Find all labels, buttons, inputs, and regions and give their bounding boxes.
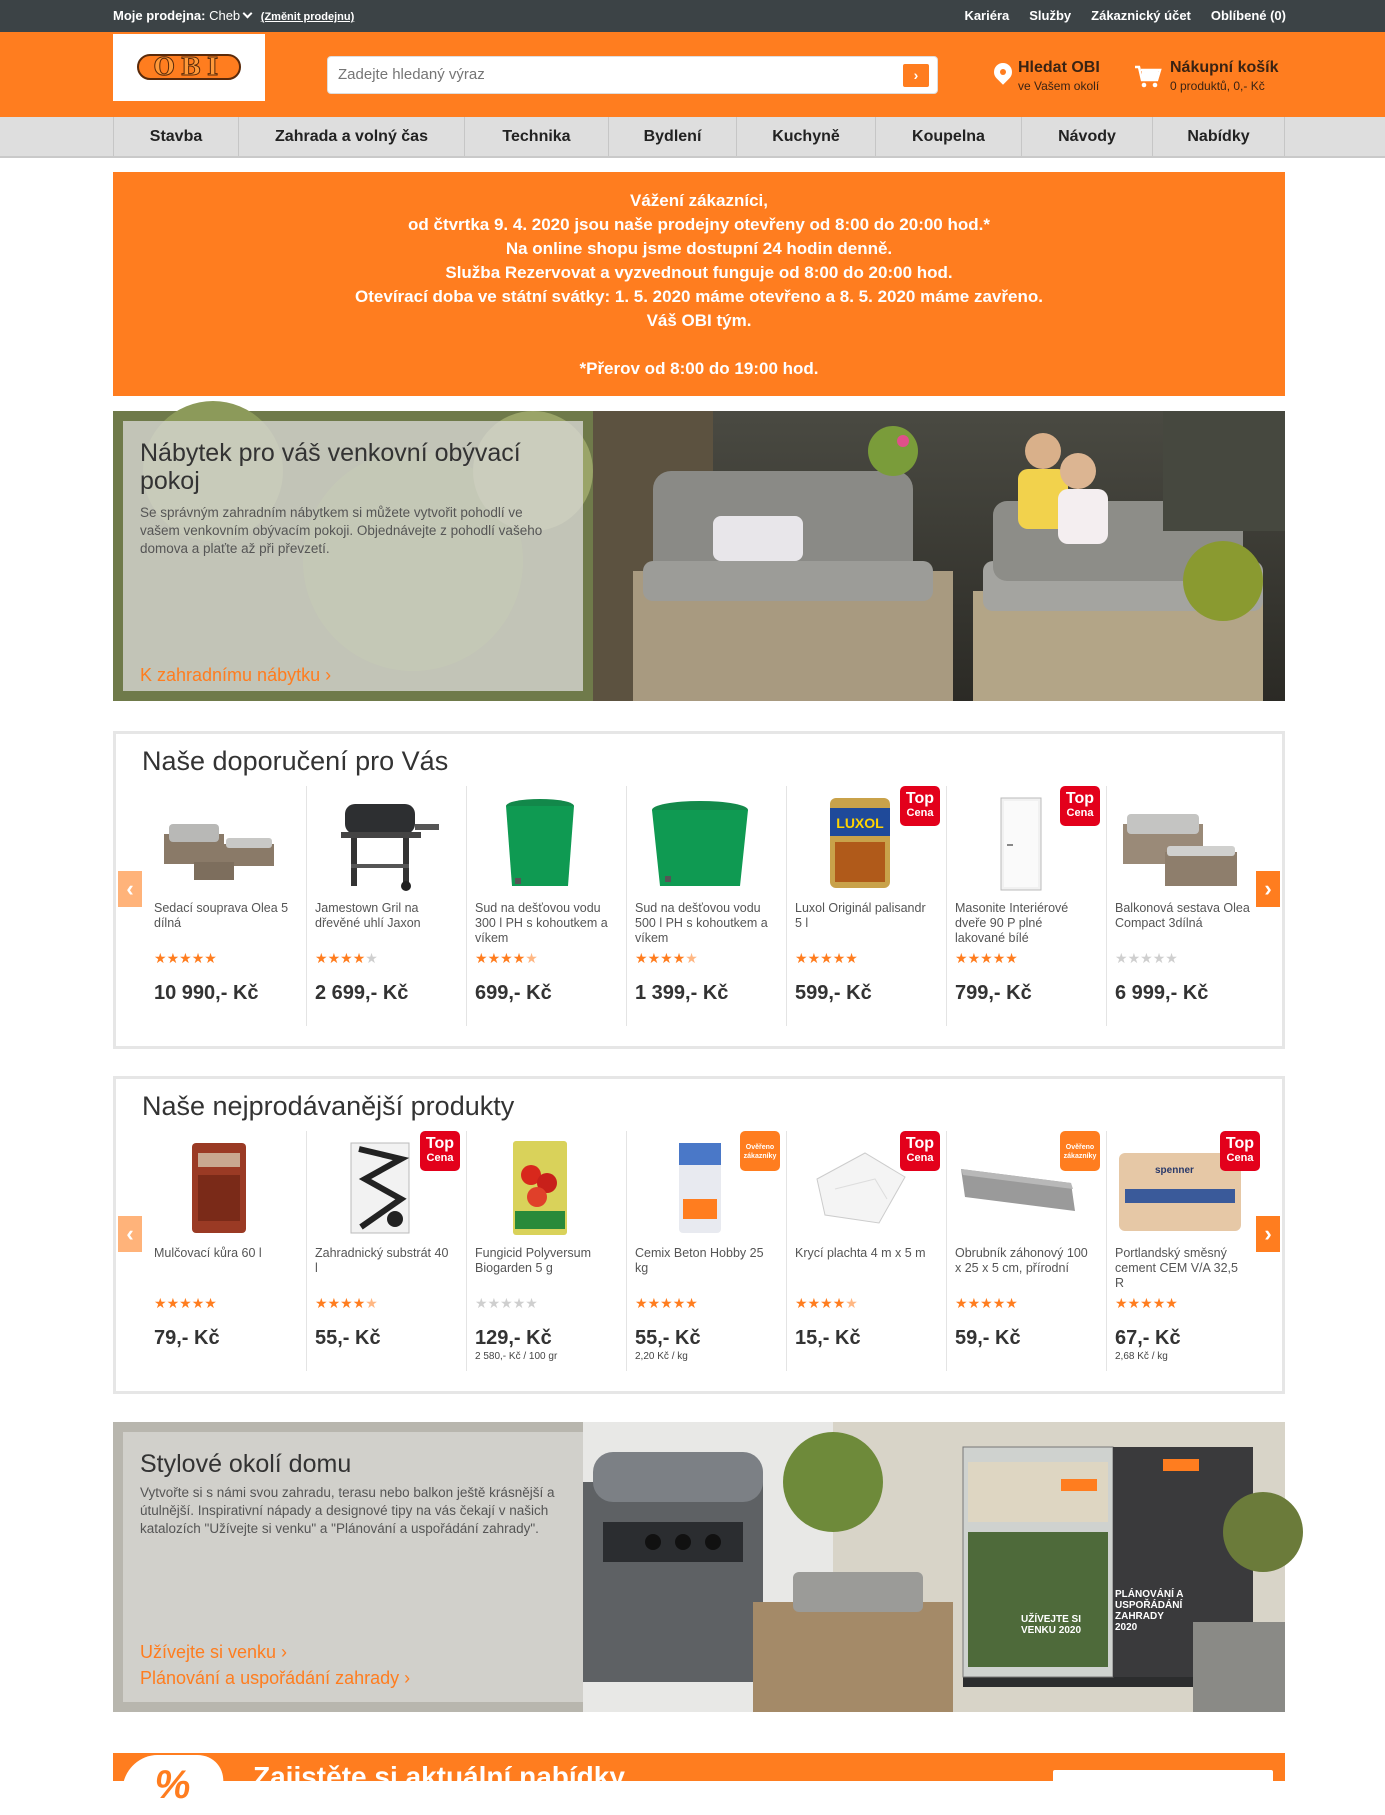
- product-unit-price: 2 580,- Kč / 100 gr: [475, 1351, 558, 1362]
- star-icon: ★: [500, 950, 513, 966]
- carousel-prev-button[interactable]: ‹: [118, 1216, 142, 1252]
- product-price: 67,- Kč: [1115, 1327, 1181, 1349]
- product-card[interactable]: [146, 786, 306, 1026]
- section-title: Naše doporučení pro Vás: [142, 746, 449, 776]
- product-name[interactable]: Fungicid Polyversum Biogarden 5 g: [475, 1246, 592, 1275]
- favorites-link[interactable]: Oblíbené (0): [1210, 8, 1286, 23]
- carousel-prev-button[interactable]: ‹: [118, 871, 142, 907]
- career-link[interactable]: Kariéra: [964, 8, 1010, 23]
- product-rating: [955, 1295, 1018, 1312]
- product-rating: [795, 1295, 858, 1312]
- bestsellers-section: [113, 1076, 1285, 1394]
- product-rating: [955, 950, 1018, 967]
- star-icon: ★: [1127, 1295, 1141, 1311]
- product-name[interactable]: Krycí plachta 4 m x 5 m: [795, 1246, 926, 1260]
- star-icon: ★: [166, 1295, 180, 1311]
- product-rating: [1115, 950, 1178, 967]
- product-rating: [635, 1295, 698, 1312]
- product-card[interactable]: [786, 786, 946, 1026]
- garden-furniture-link[interactable]: K zahradnímu nábytku ›: [140, 665, 332, 685]
- header: [0, 32, 1385, 117]
- search-button[interactable]: [903, 64, 929, 87]
- star-icon: ★: [1152, 1295, 1166, 1311]
- product-rating: [1115, 1295, 1178, 1312]
- svg-text:LUXOL: LUXOL: [836, 815, 884, 831]
- store-notice: [113, 172, 1285, 396]
- verified-badge: Ověřeno zákazníky: [1060, 1131, 1100, 1171]
- star-icon: ★: [1005, 950, 1018, 966]
- store-select[interactable]: [1053, 1770, 1273, 1790]
- product-card[interactable]: [1106, 1131, 1266, 1371]
- top-badge-line2: Cena: [426, 1152, 454, 1164]
- star-icon: ★: [992, 950, 1006, 966]
- product-price: 599,- Kč: [795, 982, 872, 1004]
- notice-line: od čtvrtka 9. 4. 2020 jsou naše prodejny otevřeny od 8:00 do 20:00 hod.*: [408, 215, 990, 234]
- star-icon: ★: [191, 1295, 205, 1311]
- star-icon: ★: [179, 950, 192, 966]
- offers-title: Zajistěte si aktuální nabídky: [253, 1761, 625, 1792]
- star-icon: ★: [327, 1295, 341, 1311]
- outdoor-style-banner[interactable]: [113, 1422, 1285, 1712]
- star-icon: ★: [525, 1295, 538, 1311]
- product-card[interactable]: [626, 786, 786, 1026]
- product-card[interactable]: [786, 1131, 946, 1371]
- nav-item-technika[interactable]: Technika: [464, 117, 608, 156]
- store-name[interactable]: Cheb: [209, 8, 241, 23]
- section-title: Naše nejprodávanější produkty: [142, 1091, 515, 1121]
- product-card[interactable]: [306, 786, 466, 1026]
- star-icon: ★: [204, 950, 217, 966]
- star-icon: ★: [315, 950, 328, 966]
- notice-line: Vážení zákazníci,: [630, 191, 768, 210]
- obi-logo[interactable]: [113, 34, 265, 101]
- star-icon: ★: [1140, 950, 1153, 966]
- star-icon: ★: [635, 950, 648, 966]
- star-icon: ★: [1115, 950, 1128, 966]
- services-link[interactable]: Služby: [1029, 8, 1072, 23]
- notice-line: Otevírací doba ve státní svátky: 1. 5. 2020 máme otevřeno a 8. 5. 2020 máme zavřeno.: [355, 287, 1043, 306]
- product-name[interactable]: Jamestown Gril na dřevěné uhlí Jaxon: [315, 901, 421, 930]
- product-name[interactable]: Sud na dešťovou vodu 300 l PH s kohoutkem a víkem: [475, 901, 608, 945]
- notice-line: *Přerov od 8:00 do 19:00 hod.: [579, 359, 819, 378]
- nav-item-navody[interactable]: Návody: [1021, 117, 1152, 156]
- catalog-enjoy-outdoors[interactable]: UŽÍVEJTE SI VENKU 2020: [1020, 1614, 1082, 1636]
- find-store-title: Hledat OBI: [1018, 59, 1100, 76]
- carousel-next-button[interactable]: ›: [1256, 871, 1280, 907]
- notice-line: Na online shopu jsme dostupní 24 hodin denně.: [505, 239, 893, 258]
- star-icon: ★: [512, 1295, 526, 1311]
- star-icon: ★: [807, 950, 821, 966]
- product-rating: [475, 1295, 538, 1312]
- star-icon: ★: [672, 950, 686, 966]
- top-price-badge: [900, 1131, 940, 1171]
- location-pin-icon: [990, 59, 1015, 84]
- star-icon: ★: [1115, 1295, 1128, 1311]
- product-rating: [154, 950, 217, 967]
- star-icon: ★: [487, 950, 501, 966]
- product-card[interactable]: [466, 786, 626, 1026]
- chevron-right-icon: ›: [913, 67, 919, 83]
- star-icon: ★: [832, 1295, 846, 1311]
- store-label: Moje prodejna:: [113, 8, 206, 23]
- product-price: 129,- Kč: [475, 1327, 552, 1349]
- star-icon: ★: [1140, 1295, 1153, 1311]
- top-badge-line1: Top: [425, 1135, 455, 1152]
- product-price: 55,- Kč: [635, 1327, 701, 1349]
- star-icon: ★: [512, 950, 526, 966]
- enjoy-outdoors-link[interactable]: Užívejte si venku ›: [140, 1642, 288, 1662]
- star-icon: ★: [500, 1295, 513, 1311]
- star-icon: ★: [1005, 1295, 1018, 1311]
- verified-badge: Ověřeno zákazníky: [740, 1131, 780, 1171]
- product-price: 799,- Kč: [955, 982, 1032, 1004]
- cart-title: Nákupní košík: [1170, 59, 1279, 76]
- star-icon: ★: [352, 950, 366, 966]
- logo-badge: OBI: [137, 54, 241, 80]
- carousel-next-button[interactable]: ›: [1256, 1216, 1280, 1252]
- product-card[interactable]: [146, 1131, 306, 1371]
- top-badge-line2: Cena: [1066, 807, 1094, 819]
- product-card[interactable]: [306, 1131, 466, 1371]
- star-icon: ★: [807, 1295, 821, 1311]
- banner-description: Vytvořte si s námi svou zahradu, terasu nebo balkon ještě krásnější a útulnější. Inspirativní nápady a designové tipy na vás čekají v našich katalozích "Užívejte si venku" a "Plánování a uspořádání zahrady".: [140, 1485, 555, 1536]
- top-badge-line2: Cena: [906, 1152, 934, 1164]
- star-icon: ★: [980, 1295, 993, 1311]
- star-icon: ★: [340, 950, 353, 966]
- notice-line: Váš OBI tým.: [646, 311, 752, 330]
- product-name[interactable]: Cemix Beton Hobby 25 kg: [635, 1246, 764, 1275]
- search-box: [327, 56, 938, 94]
- star-icon: ★: [327, 950, 341, 966]
- top-badge-line2: Cena: [1226, 1152, 1254, 1164]
- product-price: 1 399,- Kč: [635, 982, 729, 1004]
- star-icon: ★: [475, 950, 488, 966]
- star-icon: ★: [525, 950, 538, 966]
- product-card[interactable]: [946, 1131, 1106, 1371]
- star-icon: ★: [1127, 950, 1141, 966]
- product-rating: [475, 950, 538, 967]
- change-store-link[interactable]: (Změnit prodejnu): [260, 11, 355, 23]
- product-image[interactable]: [315, 794, 445, 892]
- top-badge-line2: Cena: [906, 807, 934, 819]
- product-name[interactable]: Balkonová sestava Olea Compact 3dílná: [1115, 901, 1250, 930]
- product-image[interactable]: [154, 1139, 284, 1237]
- product-unit-price: 2,20 Kč / kg: [635, 1351, 688, 1362]
- product-price: 55,- Kč: [315, 1327, 381, 1349]
- product-price: 10 990,- Kč: [154, 982, 259, 1004]
- top-badge-line1: Top: [1065, 790, 1095, 807]
- star-icon: ★: [487, 1295, 501, 1311]
- product-card[interactable]: [466, 1131, 626, 1371]
- product-price: 59,- Kč: [955, 1327, 1021, 1349]
- star-icon: ★: [685, 1295, 698, 1311]
- star-icon: ★: [340, 1295, 353, 1311]
- cart-icon: [1134, 65, 1162, 85]
- main-nav: [0, 117, 1385, 158]
- top-badge-line1: Top: [905, 1135, 935, 1152]
- banner-panel: [123, 421, 583, 691]
- product-card[interactable]: [946, 786, 1106, 1026]
- product-name[interactable]: Mulčovací kůra 60 l: [154, 1246, 262, 1260]
- star-icon: ★: [154, 950, 167, 966]
- top-price-badge: [1220, 1131, 1260, 1171]
- nav-item-kuchyne[interactable]: Kuchyně: [736, 117, 875, 156]
- product-rating: [635, 950, 698, 967]
- product-name[interactable]: Sud na dešťovou vodu 500 l PH s kohoutkem a víkem: [635, 901, 768, 945]
- product-name[interactable]: Obrubník záhonový 100 x 25 x 5 cm, přírodní: [955, 1246, 1088, 1275]
- product-unit-price: 2,68 Kč / kg: [1115, 1351, 1168, 1362]
- top-price-badge: [1060, 786, 1100, 826]
- catalog-garden-planning[interactable]: PLÁNOVÁNÍ A USPOŘÁDÁNÍ ZAHRADY 2020: [1115, 1589, 1184, 1633]
- product-card[interactable]: [1106, 786, 1266, 1026]
- find-store-sub: ve Vašem okolí: [1018, 79, 1100, 93]
- star-icon: ★: [635, 1295, 648, 1311]
- product-rating: [154, 1295, 217, 1312]
- product-image[interactable]: [635, 794, 765, 892]
- banner-title: Nábytek pro váš venkovní obývací pokoj: [140, 439, 521, 495]
- svg-text:spenner: spenner: [1155, 1165, 1194, 1176]
- product-rating: [795, 950, 858, 967]
- star-icon: ★: [1152, 950, 1166, 966]
- cart-summary: 0 produktů, 0,- Kč: [1170, 79, 1265, 93]
- star-icon: ★: [795, 1295, 808, 1311]
- star-icon: ★: [820, 950, 833, 966]
- nav-item-koupelna[interactable]: Koupelna: [875, 117, 1021, 156]
- star-icon: ★: [955, 950, 968, 966]
- star-icon: ★: [845, 950, 858, 966]
- star-icon: ★: [672, 1295, 686, 1311]
- star-icon: ★: [1165, 950, 1178, 966]
- product-card[interactable]: [626, 1131, 786, 1371]
- star-icon: ★: [475, 1295, 488, 1311]
- star-icon: ★: [832, 950, 846, 966]
- percent-icon: %: [119, 1755, 227, 1815]
- product-name[interactable]: Masonite Interiérové dveře 90 P plné lakované bílé: [955, 901, 1069, 945]
- star-icon: ★: [795, 950, 808, 966]
- star-icon: ★: [1165, 1295, 1178, 1311]
- product-image[interactable]: [475, 1139, 605, 1237]
- nav-item-nabidky[interactable]: Nabídky: [1152, 117, 1285, 156]
- product-price: 2 699,- Kč: [315, 982, 409, 1004]
- product-image[interactable]: [475, 794, 605, 892]
- top-price-badge: [420, 1131, 460, 1171]
- star-icon: ★: [154, 1295, 167, 1311]
- star-icon: ★: [647, 1295, 661, 1311]
- product-name[interactable]: Zahradnický substrát 40 l: [315, 1246, 449, 1275]
- star-icon: ★: [315, 1295, 328, 1311]
- chevron-down-icon[interactable]: [243, 9, 253, 19]
- star-icon: ★: [992, 1295, 1006, 1311]
- top-price-badge: [900, 786, 940, 826]
- star-icon: ★: [365, 1295, 378, 1311]
- product-name[interactable]: Sedací souprava Olea 5 dílná: [154, 901, 289, 930]
- top-bar: [0, 0, 1385, 32]
- search-input[interactable]: [338, 66, 878, 83]
- product-rating: [315, 950, 378, 967]
- top-badge-line1: Top: [1225, 1135, 1255, 1152]
- notice-line: Služba Rezervovat a vyzvednout funguje od 8:00 do 20:00 hod.: [445, 263, 953, 282]
- star-icon: ★: [660, 950, 673, 966]
- star-icon: ★: [647, 950, 661, 966]
- nav-item-bydleni[interactable]: Bydlení: [608, 117, 736, 156]
- star-icon: ★: [352, 1295, 366, 1311]
- star-icon: ★: [660, 1295, 673, 1311]
- garden-planning-link[interactable]: Plánování a uspořádání zahrady ›: [140, 1668, 411, 1688]
- star-icon: ★: [365, 950, 378, 966]
- offers-strip[interactable]: [113, 1753, 1285, 1807]
- banner-description: Se správným zahradním nábytkem si můžete vytvořit pohodlí ve vašem venkovním obývacím pokoji. Objednávejte z pohodlí vašeho domova a plaťte až při převzetí.: [140, 505, 543, 556]
- store-selector[interactable]: [113, 8, 354, 23]
- star-icon: ★: [179, 1295, 192, 1311]
- banner-title: Stylové okolí domu: [140, 1450, 352, 1478]
- top-badge-line1: Top: [905, 790, 935, 807]
- nav-item-stavba[interactable]: Stavba: [113, 117, 238, 156]
- account-link[interactable]: Zákaznický účet: [1091, 8, 1191, 23]
- star-icon: ★: [955, 1295, 968, 1311]
- star-icon: ★: [967, 950, 981, 966]
- star-icon: ★: [191, 950, 205, 966]
- garden-furniture-banner[interactable]: [113, 411, 1285, 701]
- product-name[interactable]: Portlandský směsný cement CEM V/A 32,5 R: [1115, 1246, 1238, 1290]
- nav-item-zahrada[interactable]: Zahrada a volný čas: [238, 117, 464, 156]
- banner-panel: [123, 1432, 583, 1702]
- product-price: 79,- Kč: [154, 1327, 220, 1349]
- star-icon: ★: [845, 1295, 858, 1311]
- star-icon: ★: [204, 1295, 217, 1311]
- product-price: 15,- Kč: [795, 1327, 861, 1349]
- star-icon: ★: [820, 1295, 833, 1311]
- product-price: 6 999,- Kč: [1115, 982, 1209, 1004]
- notice-line: [113, 333, 1285, 357]
- star-icon: ★: [685, 950, 698, 966]
- product-name[interactable]: Luxol Originál palisandr 5 l: [795, 901, 926, 930]
- product-image[interactable]: [154, 794, 284, 892]
- star-icon: ★: [166, 950, 180, 966]
- star-icon: ★: [967, 1295, 981, 1311]
- star-icon: ★: [980, 950, 993, 966]
- product-price: 699,- Kč: [475, 982, 552, 1004]
- recommended-section: [113, 731, 1285, 1049]
- product-rating: [315, 1295, 378, 1312]
- product-image[interactable]: [1115, 794, 1245, 892]
